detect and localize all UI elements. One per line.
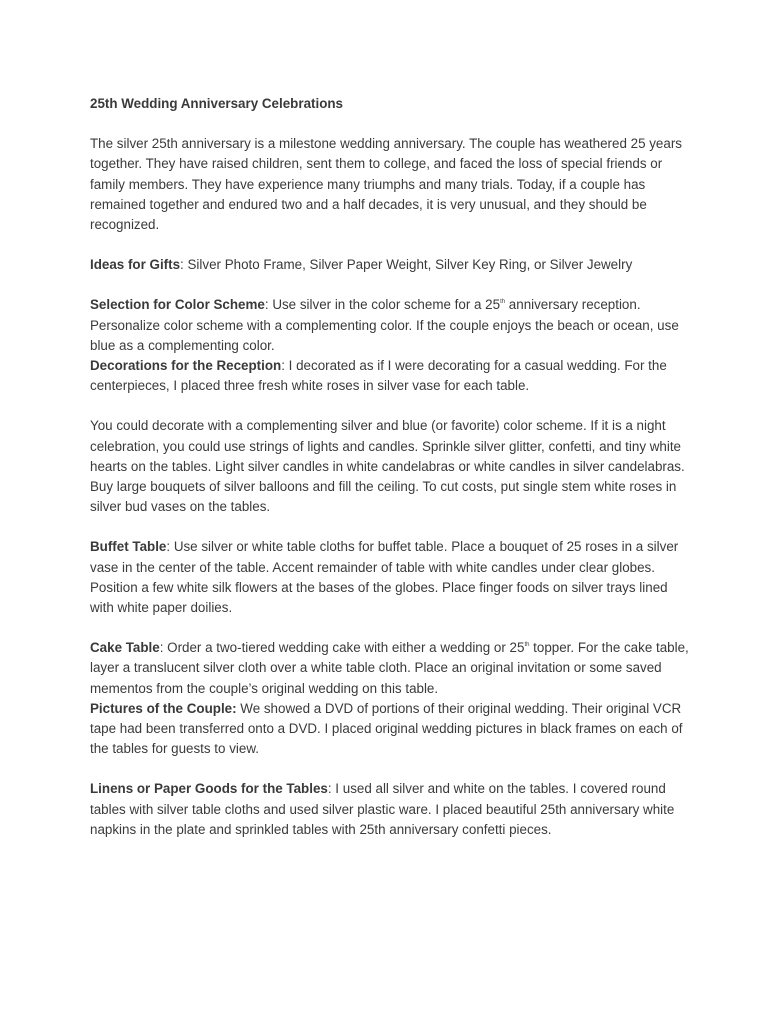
color-scheme-text-a: : Use silver in the color scheme for a 25 — [264, 297, 501, 313]
intro-paragraph: The silver 25th anniversary is a milestone wedding anniversary. The couple has weathered 25 years together. They have raised children, sent them to college, and faced the loss of special friends or family members. They have experience many triumphs and many trials. Today, if a couple has remained together and endured two and a half decades, it is very unusual, and they should be recognized. — [90, 136, 682, 233]
linens-label: Linens or Paper Goods for the Tables — [90, 781, 328, 797]
cake-superscript: th — [524, 642, 530, 649]
linens-paragraph — [90, 779, 690, 840]
pictures-label: Pictures of the Couple: — [90, 700, 237, 716]
cake-text-a: : Order a two-tiered wedding cake with either a wedding or 25 — [159, 640, 525, 656]
decorations-text: : I decorated as if I were decorating for a casual wedding. For the centerpieces, I placed three fresh white roses in silver vase for each table. — [90, 358, 667, 394]
gifts-paragraph — [90, 255, 690, 275]
decorations-paragraph — [90, 356, 690, 396]
buffet-label: Buffet Table — [90, 539, 167, 555]
cake-paragraph — [90, 638, 690, 699]
buffet-text: : Use silver or white table cloths for buffet table. Place a bouquet of 25 roses in a silver vase in the center of the table. Accent remainder of table with white candles under clear globes. Position a few white silk flowers at the bases of the globes. Place finger foods on silver trays lined with white paper doilies. — [90, 539, 679, 616]
document-title: 25th Wedding Anniversary Celebrations — [90, 96, 343, 111]
color-scheme-text-b: anniversary reception. Personalize color scheme with a complementing color. If the couple enjoys the beach or ocean, use blue as a complementing color. — [90, 297, 679, 353]
gifts-text: : Silver Photo Frame, Silver Paper Weight, Silver Key Ring, or Silver Jewelry — [180, 257, 633, 273]
linens-text: : I used all silver and white on the tables. I covered round tables with silver table cloths and used silver plastic ware. I placed beautiful 25th anniversary white napkins in the plate and sprinkled tables with 25th anniversary confetti pieces. — [90, 781, 675, 837]
buffet-paragraph — [90, 537, 690, 618]
pictures-text: We showed a DVD of portions of their original wedding. Their original VCR tape had been transferred onto a DVD. I placed original wedding pictures in black frames on each of the tables for guests to view. — [90, 700, 683, 757]
decorate-paragraph: You could decorate with a complementing silver and blue (or favorite) color scheme. If it is a night celebration, you could use strings of lights and candles. Sprinkle silver glitter, confetti, and tiny white hearts on the tables. Light silver candles in white candelabras or white candles in silver candelabras. Buy large bouquets of silver balloons and fill the ceiling. To cut costs, put single stem white roses in silver bud vases on the tables. — [90, 418, 685, 515]
color-scheme-label: Selection for Color Scheme — [90, 297, 265, 313]
decorations-label: Decorations for the Reception — [90, 358, 282, 374]
cake-label: Cake Table — [90, 640, 160, 656]
color-scheme-paragraph — [90, 295, 690, 356]
gifts-label: Ideas for Gifts — [90, 257, 181, 273]
pictures-paragraph — [90, 699, 690, 760]
document-body — [90, 94, 690, 840]
color-scheme-superscript: th — [500, 299, 506, 306]
cake-text-b: topper. For the cake table, layer a translucent silver cloth over a white table cloth. Place an original invitation or some saved mementos from the couple’s original wedding on this table. — [90, 640, 689, 696]
